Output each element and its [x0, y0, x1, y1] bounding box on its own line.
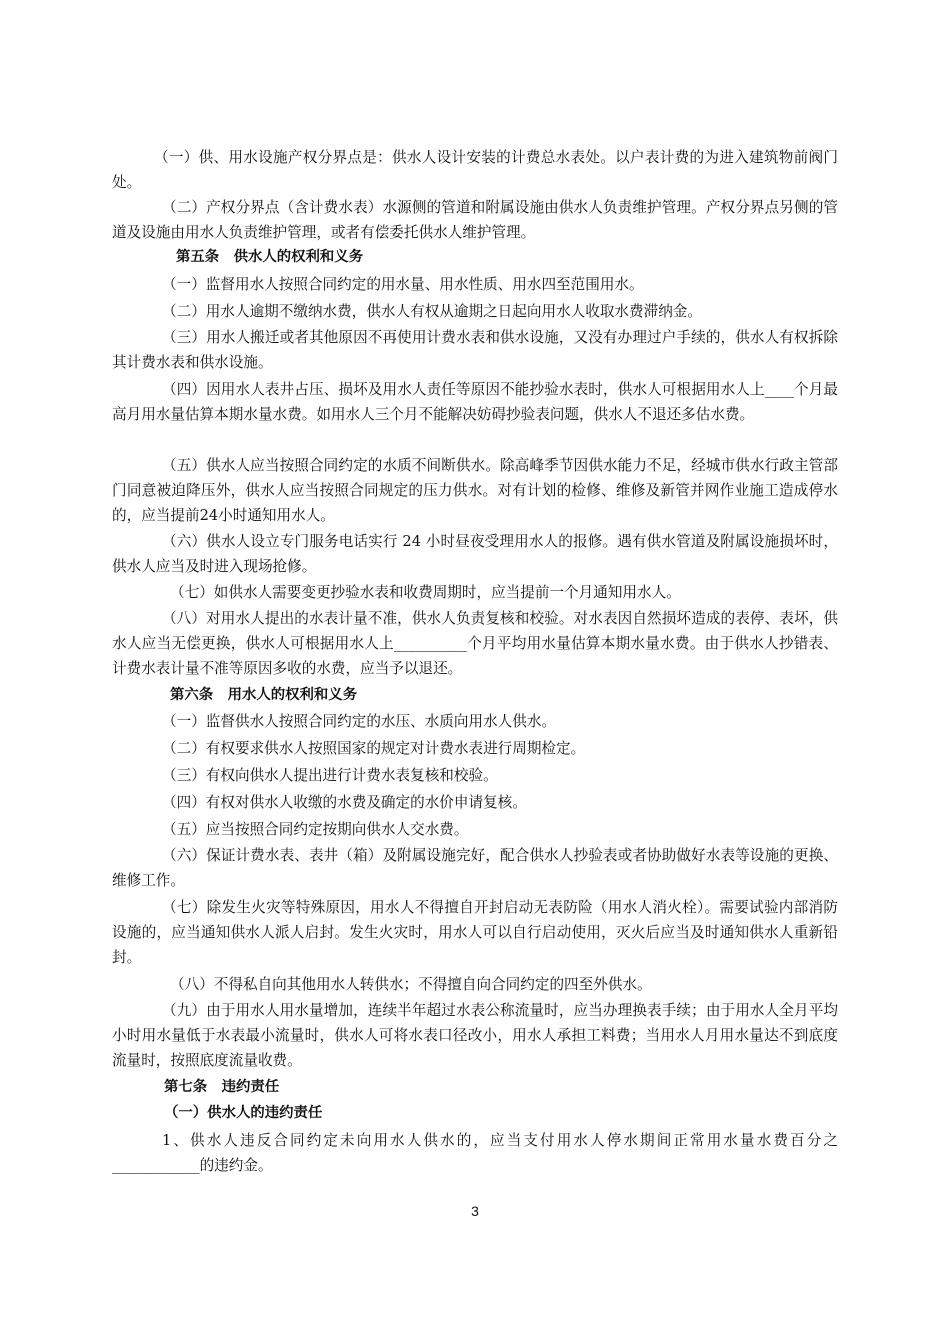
paragraph: （七）如供水人需要变更抄验水表和收费周期时，应当提前一个月通知用水人。	[170, 584, 681, 601]
page-number: 3	[471, 1203, 479, 1219]
paragraph: 1、供水人违反合同约定未向用水人供水的，应当支付用水人停水期间正常用水量水费百分之____________的违约金。	[112, 1132, 838, 1174]
paragraph: （一）供、用水设施产权分界点是：供水人设计安装的计费总水表处。以户表计费的为进入建筑物前阀门处。	[112, 149, 838, 191]
paragraph: （二）产权分界点（含计费水表）水源侧的管道和附属设施由供水人负责维护管理。产权分界点另侧的管道及设施由用水人负责维护管理，或者有偿委托供水人维护管理。	[112, 199, 838, 241]
paragraph: （九）由于用水人用水量增加，连续半年超过水表公称流量时，应当办理换表手续；由于用水人全月平均小时用水量低于水表最小流量时，供水人可将水表口径改小，用水人承担工料费；当用水人月用水量达不到底度流量时，按照底度流量收费。	[112, 1002, 838, 1069]
paragraph: （七）除发生火灾等特殊原因，用水人不得擅自开封启动无表防险（用水人消火栓）。需要试验内部消防设施的，应当通知供水人派人启封。发生火灾时，用水人可以自行启动使用，灭火后应当及时通知供水人重新铅封。	[112, 899, 838, 966]
section-heading: 第六条 用水人的权利和义务	[170, 687, 358, 703]
paragraph: （五）应当按照合同约定按期向供水人交水费。	[162, 821, 469, 838]
section-heading: 第七条 违约责任	[164, 1079, 280, 1095]
paragraph: （四）有权对供水人收缴的水费及确定的水价申请复核。	[162, 794, 527, 811]
paragraph: （八）不得私自向其他用水人转供水；不得擅自向合同约定的四至外供水。	[170, 976, 652, 993]
subsection-heading: （一）供水人的违约责任	[164, 1105, 323, 1121]
paragraph: （三）有权向供水人提出进行计费水表复核和校验。	[162, 767, 498, 784]
paragraph: （六）保证计费水表、表井（箱）及附属设施完好，配合供水人抄验表或者协助做好水表等设施的更换、维修工作。	[112, 847, 838, 889]
paragraph: （二）用水人逾期不缴纳水费，供水人有权从逾期之日起向用水人收取水费滞纳金。	[162, 303, 702, 320]
section-heading: 第五条 供水人的权利和义务	[176, 249, 364, 265]
paragraph: （五）供水人应当按照合同约定的水质不间断供水。除高峰季节因供水能力不足，经城市供水行政主管部门同意被迫降压外，供水人应当按照合同规定的压力供水。对有计划的检修、维修及新管并网作业施工造成停水的，应当提前24小时通知用水人。	[112, 457, 838, 524]
paragraph: （四）因用水人表井占压、损坏及用水人责任等原因不能抄验水表时，供水人可根据用水人上____个月最高月用水量估算本期水量水费。如用水人三个月不能解决妨碍抄验表问题，供水人不退还多估水费。	[112, 381, 838, 423]
paragraph: （六）供水人设立专门服务电话实行 24 小时昼夜受理用水人的报修。遇有供水管道及附属设施损坏时，供水人应当及时进入现场抢修。	[112, 533, 838, 575]
paragraph: （八）对用水人提出的水表计量不准，供水人负责复核和校验。对水表因自然损坏造成的表停、表坏，供水人应当无偿更换，供水人可根据用水人上__________个月平均用水量估算本期水量水费。由于供水人抄错表、计费水表计量不准等原因多收的水费，应当予以退还。	[112, 610, 838, 677]
paragraph: （一）监督用水人按照合同约定的用水量、用水性质、用水四至范围用水。	[162, 276, 644, 293]
paragraph: （二）有权要求供水人按照国家的规定对计费水表进行周期检定。	[162, 740, 586, 757]
paragraph: （一）监督供水人按照合同约定的水压、水质向用水人供水。	[162, 713, 557, 730]
paragraph: （三）用水人搬迁或者其他原因不再使用计费水表和供水设施，又没有办理过户手续的，供水人有权拆除其计费水表和供水设施。	[112, 329, 838, 371]
